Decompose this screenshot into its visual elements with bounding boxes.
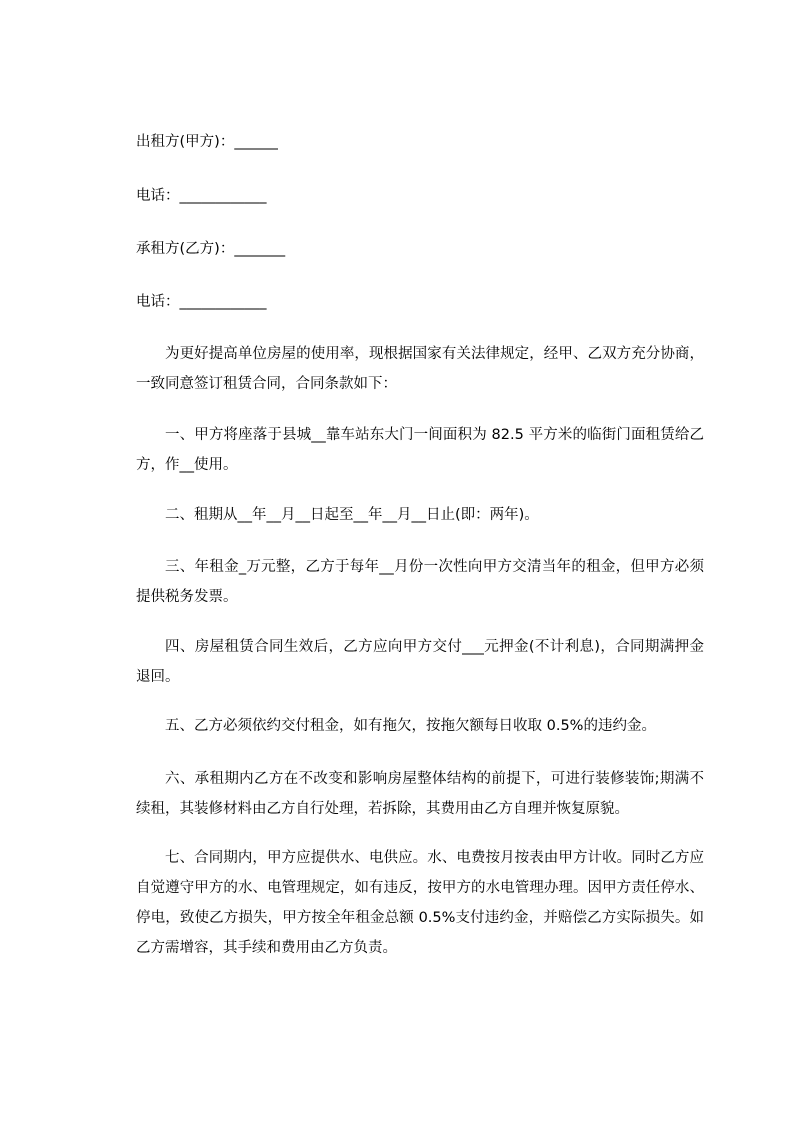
lessee-phone-line: 电话：____________	[136, 294, 267, 310]
clause-5: 五、乙方必须依约交付租金，如有拖欠，按拖欠额每日收取 0.5%的违约金。	[165, 718, 656, 734]
clause-7: 七、合同期内，甲方应提供水、电供应。水、电费按月按表由甲方计收。同时乙方应自觉遵守甲方的水、电管理规定，如有违反，按甲方的水电管理办理。因甲方责任停水、停电，致使乙方损失，甲方按全年租金总额 0.5%支付违约金，并赔偿乙方实际损失。如乙方需增容，其手续和费用由乙方负责。	[136, 850, 704, 956]
clause-6: 六、承租期内乙方在不改变和影响房屋整体结构的前提下，可进行装修装饰;期满不续租，其装修材料由乙方自行处理，若拆除，其费用由乙方自理并恢复原貌。	[136, 771, 704, 817]
clause-3: 三、年租金_万元整，乙方于每年__月份一次性向甲方交清当年的租金，但甲方必须提供税务发票。	[136, 559, 704, 605]
clause-2: 二、租期从__年__月__日起至__年__月__日止(即：两年)。	[165, 507, 539, 523]
lessor-line: 出租方(甲方)：______	[136, 134, 278, 150]
lessor-phone-line: 电话：____________	[136, 188, 267, 204]
lessee-line: 承租方(乙方)：_______	[136, 241, 286, 257]
clause-1: 一、甲方将座落于县城__靠车站东大门一间面积为 82.5 平方米的临街门面租赁给乙方，作__使用。	[136, 427, 704, 473]
clause-4: 四、房屋租赁合同生效后，乙方应向甲方交付___元押金(不计利息)，合同期满押金退回。	[136, 639, 704, 685]
intro-paragraph: 为更好提高单位房屋的使用率，现根据国家有关法律规定，经甲、乙双方充分协商，一致同意签订租赁合同，合同条款如下：	[136, 346, 704, 392]
